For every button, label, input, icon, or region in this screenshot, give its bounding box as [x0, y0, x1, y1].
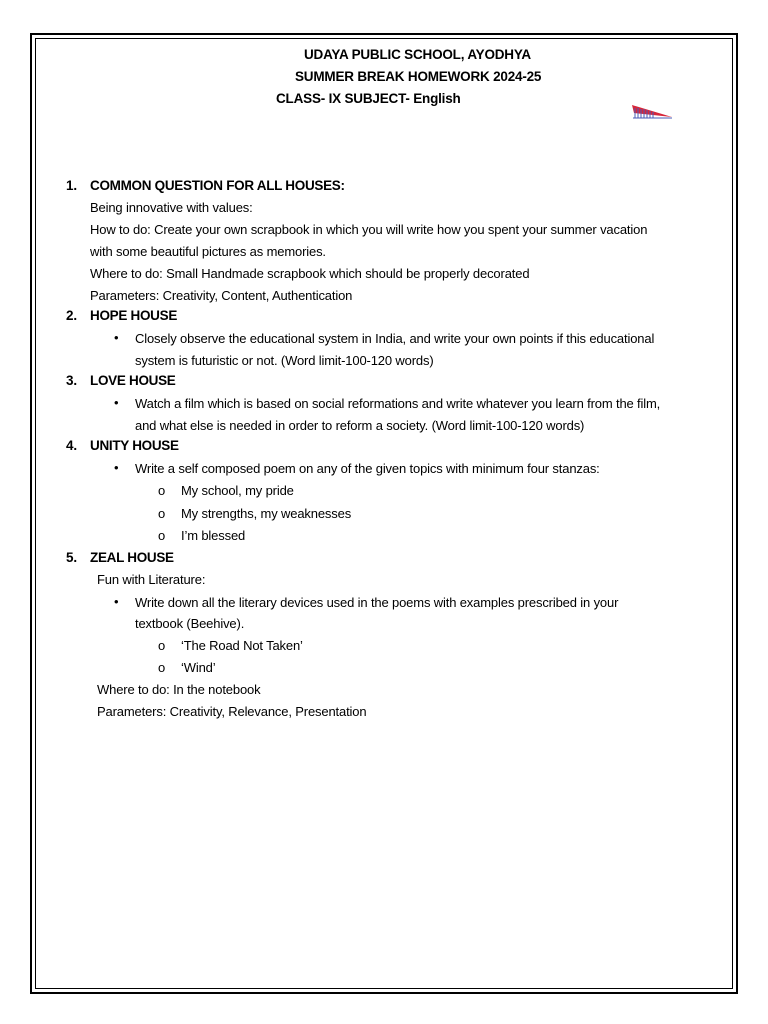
section-number: 3.	[66, 373, 77, 388]
bullet-line: Watch a film which is based on social reformations and write whatever you learn from the film,	[135, 396, 661, 411]
section-heading-zeal: ZEAL HOUSE	[90, 550, 174, 565]
sub-item: ‘The Road Not Taken’	[181, 638, 303, 653]
sub-item: My strengths, my weaknesses	[181, 506, 352, 521]
bullet-line: system is futuristic or not. (Word limit-100-120 words)	[135, 353, 434, 368]
sub-bullet-icon: o	[158, 528, 166, 543]
sub-item: My school, my pride	[181, 483, 294, 498]
section-line: How to do: Create your own scrapbook in which you will write how you spent your summer vacation	[90, 222, 648, 237]
bullet-line: textbook (Beehive).	[135, 616, 245, 631]
bullet-icon: •	[114, 330, 119, 345]
section-intro: Fun with Literature:	[97, 572, 206, 587]
school-name: UDAYA PUBLIC SCHOOL, AYODHYA	[304, 47, 531, 62]
sub-bullet-icon: o	[158, 483, 166, 498]
homework-title: SUMMER BREAK HOMEWORK 2024-25	[295, 69, 542, 84]
section-number: 5.	[66, 550, 77, 565]
section-heading-common: COMMON QUESTION FOR ALL HOUSES:	[90, 178, 345, 193]
section-heading-unity: UNITY HOUSE	[90, 438, 179, 453]
section-line: Parameters: Creativity, Content, Authentication	[90, 288, 353, 303]
bullet-line: Write a self composed poem on any of the given topics with minimum four stanzas:	[135, 461, 600, 476]
bullet-icon: •	[114, 460, 119, 475]
sub-bullet-icon: o	[158, 660, 166, 675]
sub-bullet-icon: o	[158, 506, 166, 521]
sub-item: ‘Wind’	[181, 660, 216, 675]
section-line: Parameters: Creativity, Relevance, Presentation	[97, 704, 367, 719]
bullet-icon: •	[114, 594, 119, 609]
sub-item: I’m blessed	[181, 528, 246, 543]
section-heading-hope: HOPE HOUSE	[90, 308, 178, 323]
section-number: 4.	[66, 438, 77, 453]
bullet-icon: •	[114, 395, 119, 410]
bullet-line: Write down all the literary devices used in the poems with examples prescribed in your	[135, 595, 619, 610]
section-number: 2.	[66, 308, 77, 323]
bullet-line: Closely observe the educational system in India, and write your own points if this educational	[135, 331, 655, 346]
section-heading-love: LOVE HOUSE	[90, 373, 176, 388]
section-line: Being innovative with values:	[90, 200, 253, 215]
section-line: Where to do: In the notebook	[97, 682, 261, 697]
section-line: Where to do: Small Handmade scrapbook which should be properly decorated	[90, 266, 530, 281]
class-subject: CLASS- IX SUBJECT- English	[276, 91, 461, 106]
section-line: with some beautiful pictures as memories.	[90, 244, 326, 259]
bullet-line: and what else is needed in order to reform a society. (Word limit-100-120 words)	[135, 418, 585, 433]
section-number: 1.	[66, 178, 77, 193]
sub-bullet-icon: o	[158, 638, 166, 653]
